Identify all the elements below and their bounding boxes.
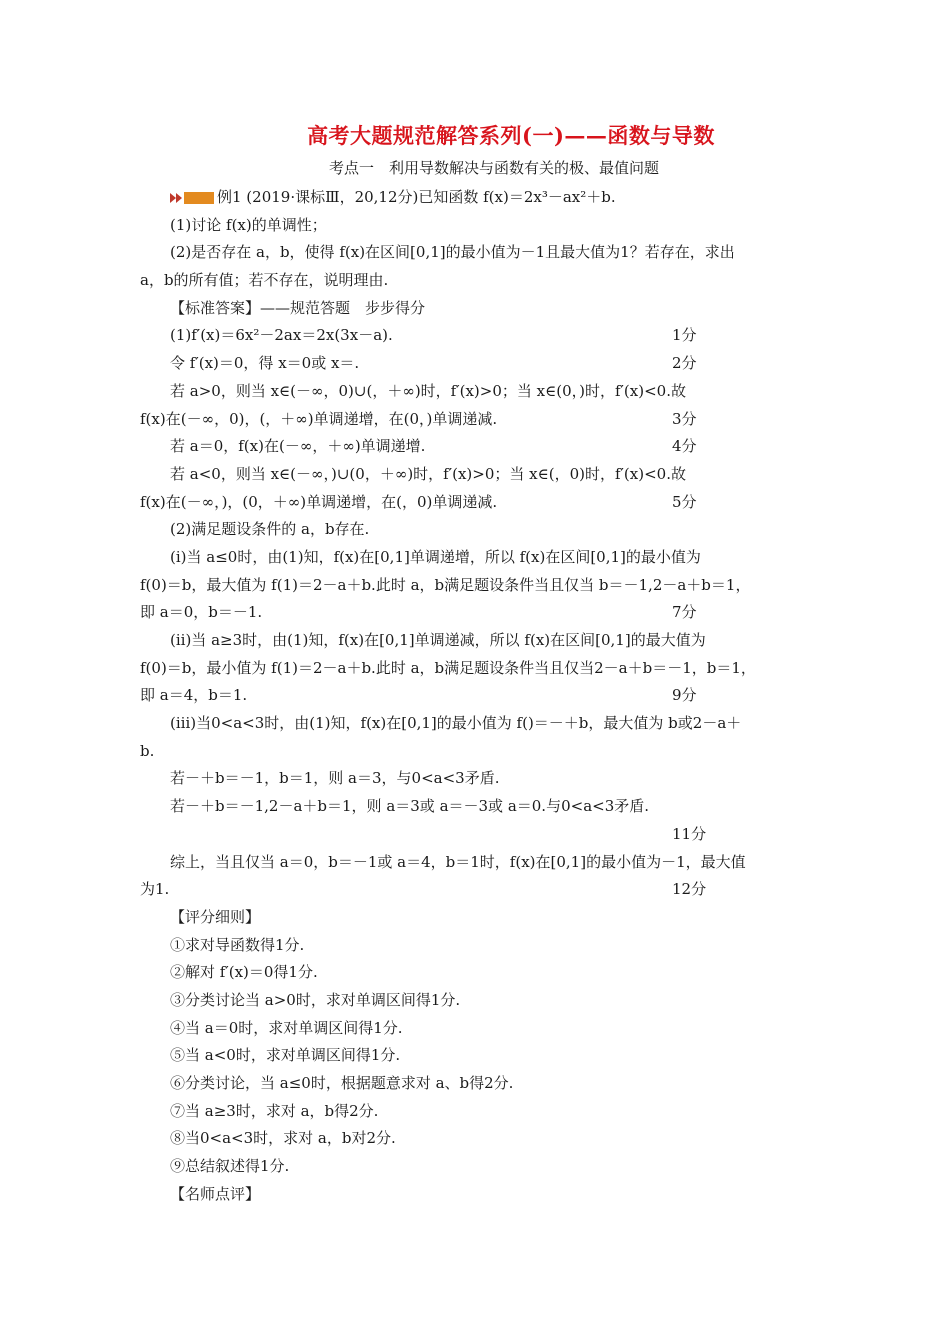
page-subtitle: 考点一 利用导数解决与函数有关的极、最值问题 bbox=[328, 159, 659, 177]
text-line bbox=[140, 682, 816, 710]
line-text: (ⅰ)当 a≤0时，由(1)知，f(x)在[0,1]单调递增，所以 f(x)在区间[0,1]的最小值为 bbox=[170, 547, 701, 566]
score-label: 12分 bbox=[672, 880, 707, 899]
text-line bbox=[140, 212, 816, 240]
text-line bbox=[140, 1070, 816, 1098]
text-line bbox=[140, 849, 816, 877]
line-text: (2)是否存在 a，b，使得 f(x)在区间[0,1]的最小值为－1且最大值为1？若存在，求出 bbox=[170, 243, 735, 262]
line-text: 若 a>0，则当 x∈(－∞，0)∪(，＋∞)时，f′(x)>0；当 x∈(0，)时，f′(x)<0.故 bbox=[170, 381, 686, 400]
line-text: ⑤当 a<0时，求对单调区间得1分. bbox=[170, 1046, 401, 1065]
example-marker-icon bbox=[170, 184, 214, 212]
line-text: ③分类讨论当 a>0时，求对单调区间得1分. bbox=[170, 990, 461, 1009]
document-body bbox=[140, 184, 816, 1208]
text-line bbox=[140, 932, 816, 960]
score-label: 5分 bbox=[672, 492, 697, 511]
text-line bbox=[140, 821, 816, 849]
text-line bbox=[140, 876, 816, 904]
text-line bbox=[140, 544, 816, 572]
line-text: 若－＋b＝－1，b＝1，则 a＝3，与0<a<3矛盾. bbox=[170, 769, 500, 788]
text-line bbox=[140, 904, 816, 932]
text-line bbox=[140, 267, 816, 295]
text-line bbox=[140, 322, 816, 350]
text-line bbox=[140, 765, 816, 793]
line-text: f(0)＝b，最大值为 f(1)＝2－a＋b.此时 a，b满足题设条件当且仅当 b＝－1,2－a＋b＝1， bbox=[140, 575, 751, 594]
text-line bbox=[140, 184, 816, 212]
text-line bbox=[140, 516, 816, 544]
text-line bbox=[140, 1098, 816, 1126]
text-line bbox=[140, 489, 816, 517]
line-text: f(x)在(－∞，0)，(，＋∞)单调递增，在(0，)单调递减. bbox=[140, 409, 498, 428]
text-line bbox=[140, 1153, 816, 1181]
line-text: 若 a<0，则当 x∈(－∞，)∪(0，＋∞)时，f′(x)>0；当 x∈(，0)时，f′(x)<0.故 bbox=[170, 464, 686, 483]
score-label: 1分 bbox=[672, 326, 697, 345]
text-line bbox=[140, 655, 816, 683]
text-line bbox=[140, 1042, 816, 1070]
line-text: 例1 (2019·课标Ⅲ，20,12分)已知函数 f(x)＝2x³－ax²＋b. bbox=[217, 188, 616, 206]
line-text: ②解对 f′(x)＝0得1分. bbox=[170, 963, 318, 982]
line-text: a，b的所有值；若不存在，说明理由. bbox=[140, 271, 389, 290]
line-text: ⑨总结叙述得1分. bbox=[170, 1157, 290, 1176]
score-label: 7分 bbox=[672, 603, 697, 622]
line-text: 若－＋b＝－1,2－a＋b＝1，则 a＝3或 a＝－3或 a＝0.与0<a<3矛盾. bbox=[170, 797, 650, 816]
line-text: (2)满足题设条件的 a，b存在. bbox=[170, 520, 370, 539]
line-text: b. bbox=[140, 741, 155, 760]
line-text: (1)讨论 f(x)的单调性； bbox=[170, 215, 327, 234]
text-line bbox=[140, 572, 816, 600]
line-text: f(x)在(－∞，)，(0，＋∞)单调递增，在(，0)单调递减. bbox=[140, 492, 498, 511]
line-text: 即 a＝0，b＝－1. bbox=[140, 603, 263, 622]
line-text: 【标准答案】——规范答题 步步得分 bbox=[170, 298, 426, 317]
line-text: ⑧当0<a<3时，求对 a，b对2分. bbox=[170, 1129, 396, 1148]
line-text: 若 a＝0，f(x)在(－∞，＋∞)单调递增. bbox=[170, 437, 426, 456]
line-text: 【名师点评】 bbox=[170, 1184, 261, 1203]
line-text: ⑦当 a≥3时，求对 a，b得2分. bbox=[170, 1101, 379, 1120]
text-line bbox=[140, 295, 816, 323]
text-line bbox=[140, 378, 816, 406]
text-line bbox=[140, 433, 816, 461]
line-text: ④当 a＝0时，求对单调区间得1分. bbox=[170, 1018, 403, 1037]
text-line bbox=[140, 627, 816, 655]
line-text: 即 a＝4，b＝1. bbox=[140, 686, 248, 705]
text-line bbox=[140, 599, 816, 627]
line-text: ⑥分类讨论，当 a≤0时，根据题意求对 a、b得2分. bbox=[170, 1074, 514, 1092]
line-text: 为1. bbox=[140, 880, 170, 899]
text-line bbox=[140, 350, 816, 378]
text-line bbox=[140, 239, 816, 267]
text-line bbox=[140, 461, 816, 489]
page-title: 高考大题规范解答系列(一)——函数与导数 bbox=[307, 123, 715, 148]
line-text: 令 f′(x)＝0，得 x＝0或 x＝. bbox=[170, 354, 360, 373]
line-text: (1)f′(x)＝6x²－2ax＝2x(3x－a). bbox=[170, 326, 393, 345]
score-label: 3分 bbox=[672, 409, 697, 428]
line-text: ①求对导函数得1分. bbox=[170, 935, 305, 954]
text-line bbox=[140, 406, 816, 434]
line-text: (ⅲ)当0<a<3时，由(1)知，f(x)在[0,1]的最小值为 f()＝－＋b，最大值为 b或2－a＋ bbox=[170, 714, 742, 733]
text-line bbox=[140, 1015, 816, 1043]
text-line bbox=[140, 793, 816, 821]
score-label: 11分 bbox=[672, 824, 707, 843]
line-text: 综上，当且仅当 a＝0，b＝－1或 a＝4，b＝1时，f(x)在[0,1]的最小值为－1，最大值 bbox=[170, 852, 746, 871]
text-line bbox=[140, 1181, 816, 1209]
text-line bbox=[140, 1125, 816, 1153]
line-text: f(0)＝b，最小值为 f(1)＝2－a＋b.此时 a，b满足题设条件当且仅当2－a＋b＝－1，b＝1， bbox=[140, 658, 756, 677]
text-line bbox=[140, 959, 816, 987]
score-label: 9分 bbox=[672, 686, 697, 705]
text-line bbox=[140, 710, 816, 738]
score-label: 2分 bbox=[672, 354, 697, 373]
score-label: 4分 bbox=[672, 437, 697, 456]
text-line bbox=[140, 987, 816, 1015]
line-text: 【评分细则】 bbox=[170, 907, 261, 926]
text-line bbox=[140, 738, 816, 766]
line-text: (ⅱ)当 a≥3时，由(1)知，f(x)在[0,1]单调递减，所以 f(x)在区间[0,1]的最大值为 bbox=[170, 631, 706, 649]
